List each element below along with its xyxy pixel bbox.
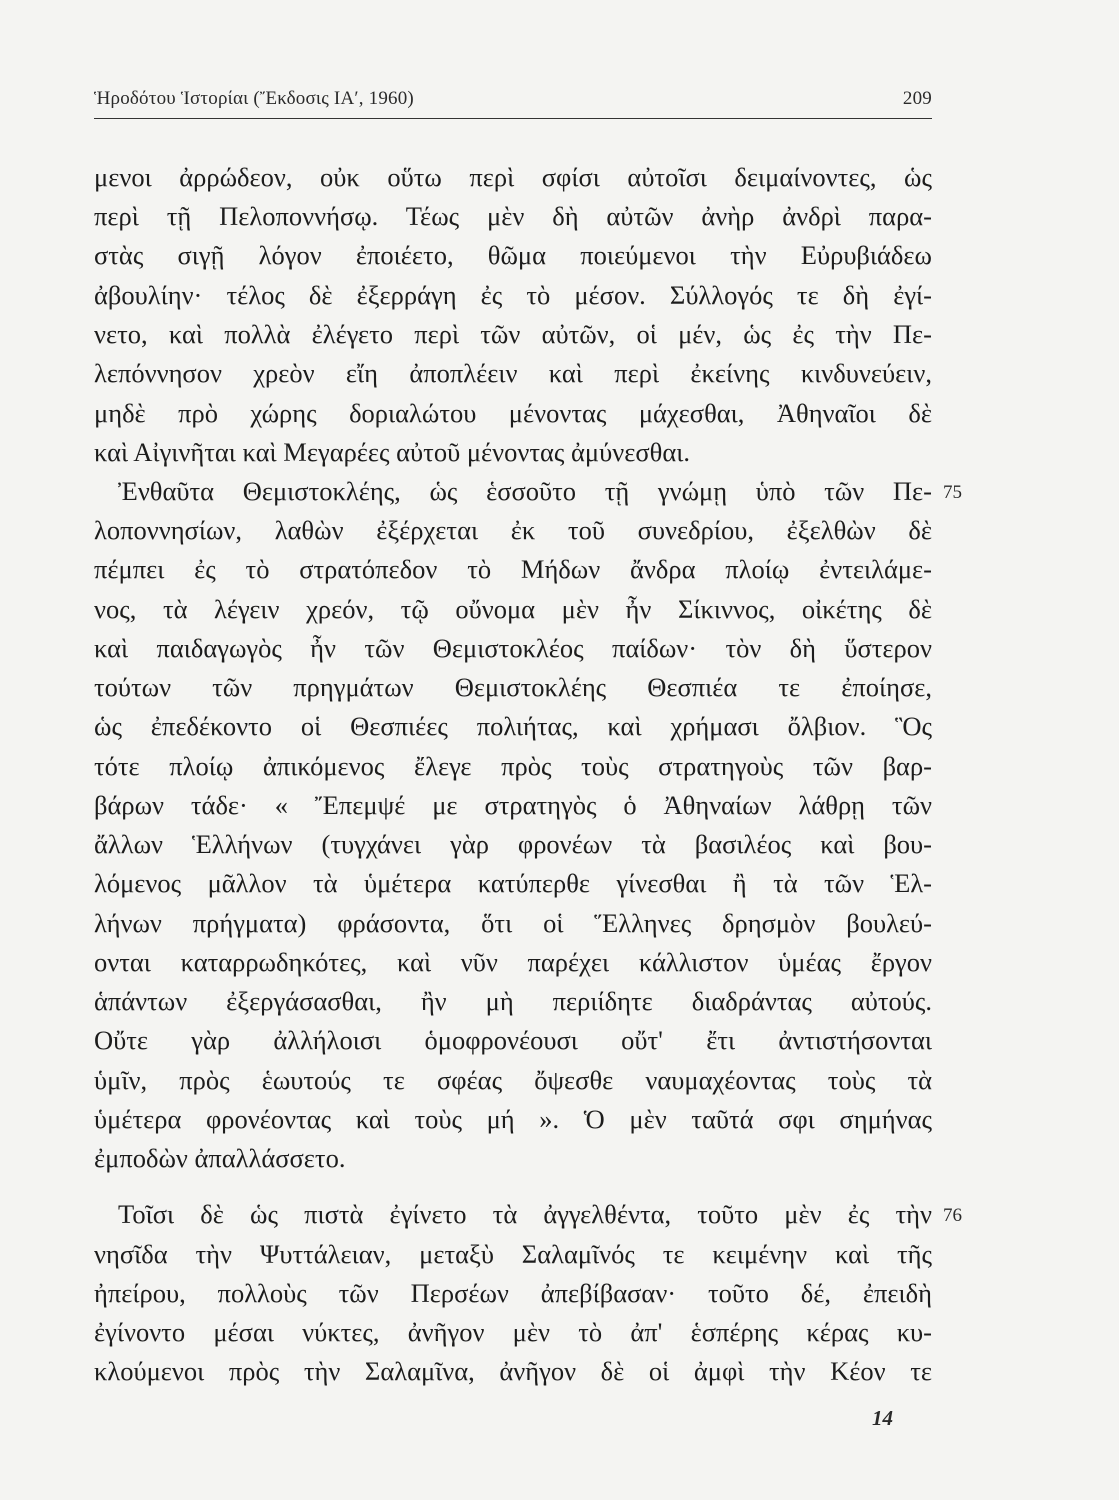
text-line: νετο, καὶ πολλὰ ἐλέγετο περὶ τῶν αὐτῶν, οἱ μέν, ὡς ἐς τὴν Πε- [94,319,932,349]
text-line: νησῖδα τὴν Ψυττάλειαν, μεταξὺ Σαλαμῖνός τε κειμένην καὶ τῆς [94,1239,932,1269]
text-line: ὑμῖν, πρὸς ἑωυτούς τε σφέας ὄψεσθε ναυμαχέοντας τοὺς τὰ [94,1065,932,1095]
text-line: ὑμέτερα φρονέοντας καὶ τοὺς μή ». Ὁ μὲν ταῦτά σφι σημήνας [94,1104,932,1134]
chapter-number-76: 76 [943,1205,962,1226]
chapter-number-75: 75 [943,482,962,503]
text-line: ὡς ἐπεδέκοντο οἱ Θεσπιέες πολιήτας, καὶ χρήμασι ὄλβιον. Ὃς [94,711,932,741]
text-line: κλούμενοι πρὸς τὴν Σαλαμῖνα, ἀνῆγον δὲ οἱ ἀμφὶ τὴν Κέον τε [94,1356,932,1386]
text-line: περὶ τῇ Πελοποννήσῳ. Τέως μὲν δὴ αὐτῶν ἀνὴρ ἀνδρὶ παρα- [94,201,932,231]
text-line: καὶ Αἰγινῆται καὶ Μεγαρέες αὐτοῦ μένοντας ἀμύνεσθαι. [94,437,690,467]
text-line: μηδὲ πρὸ χώρης δοριαλώτου μένοντας μάχεσθαι, Ἀθηναῖοι δὲ [94,398,932,428]
page-number: 209 [902,88,932,109]
text-line: ἐμποδὼν ἀπαλλάσσετο. [94,1143,346,1173]
text-line: λόμενος μᾶλλον τὰ ὑμέτερα κατύπερθε γίνεσθαι ἢ τὰ τῶν Ἑλ- [94,868,932,898]
text-line: ἄλλων Ἑλλήνων (τυγχάνει γὰρ φρονέων τὰ βασιλέος καὶ βου- [94,829,932,859]
text-line: λήνων πρήγματα) φράσοντα, ὅτι οἱ Ἕλληνες δρησμὸν βουλεύ- [94,908,932,938]
text-line: ἀβουλίην· τέλος δὲ ἐξερράγη ἐς τὸ μέσον. Σύλλογός τε δὴ ἐγί- [94,280,932,310]
text-line: Τοῖσι δὲ ὡς πιστὰ ἐγίνετο τὰ ἀγγελθέντα, τοῦτο μὲν ἐς τὴν [118,1199,932,1229]
text-line: Ἐνθαῦτα Θεμιστοκλέης, ὡς ἑσσοῦτο τῇ γνώμῃ ὑπὸ τῶν Πε- [118,476,932,506]
text-line: καὶ παιδαγωγὸς ἦν τῶν Θεμιστοκλέος παίδων· τὸν δὴ ὕστερον [94,633,932,663]
running-title: Ἡροδότου Ἱστορίαι (Ἔκδοσις ΙΑ′, 1960) [94,88,414,109]
text-line: ἐγίνοντο μέσαι νύκτες, ἀνῆγον μὲν τὸ ἀπ' ἑσπέρης κέρας κυ- [94,1317,932,1347]
text-line: βάρων τάδε· « Ἔπεμψέ με στρατηγὸς ὁ Ἀθηναίων λάθρῃ τῶν [94,790,932,820]
text-line: ονται καταρρωδηκότες, καὶ νῦν παρέχει κάλλιστον ὑμέας ἔργον [94,947,932,977]
text-line: ἠπείρου, πολλοὺς τῶν Περσέων ἀπεβίβασαν· τοῦτο δέ, ἐπειδὴ [94,1278,932,1308]
text-line: Οὔτε γὰρ ἀλλήλοισι ὁμοφρονέουσι οὔτ' ἔτι ἀντιστήσονται [94,1025,932,1055]
running-header [94,88,932,114]
text-line: πέμπει ἐς τὸ στρατόπεδον τὸ Μήδων ἄνδρα πλοίῳ ἐντειλάμε- [94,554,932,584]
text-line: στὰς σιγῇ λόγον ἐποιέετο, θῶμα ποιεύμενοι τὴν Εὐρυβιάδεω [94,240,932,270]
text-line: μενοι ἀρρώδεον, οὐκ οὕτω περὶ σφίσι αὐτοῖσι δειμαίνοντες, ὡς [94,162,932,192]
signature-mark: 14 [872,1406,893,1430]
header-rule [94,118,932,119]
text-line: λεπόννησον χρεὸν εἴη ἀποπλέειν καὶ περὶ ἐκείνης κινδυνεύειν, [94,358,932,388]
text-line: τότε πλοίῳ ἀπικόμενος ἔλεγε πρὸς τοὺς στρατηγοὺς τῶν βαρ- [94,751,932,781]
text-line: ἁπάντων ἐξεργάσασθαι, ἢν μὴ περιίδητε διαδράντας αὐτούς. [94,986,932,1016]
text-line: λοποννησίων, λαθὼν ἐξέρχεται ἐκ τοῦ συνεδρίου, ἐξελθὼν δὲ [94,515,932,545]
text-line: τούτων τῶν πρηγμάτων Θεμιστοκλέης Θεσπιέα τε ἐποίησε, [94,672,932,702]
text-line: νος, τὰ λέγειν χρεόν, τῷ οὔνομα μὲν ἦν Σίκιννος, οἰκέτης δὲ [94,594,932,624]
